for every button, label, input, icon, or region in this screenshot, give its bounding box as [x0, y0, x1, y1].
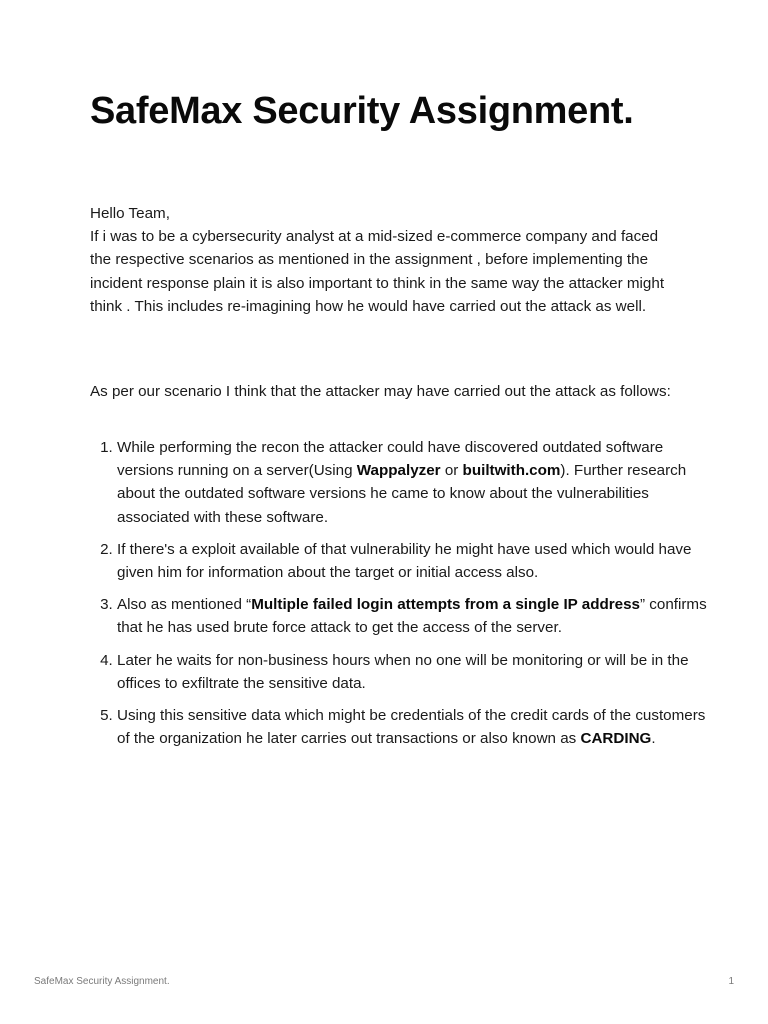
step-text: If there's a exploit available of that vulnerability he might have used which would have given him for information about the target or initial access also.: [117, 540, 692, 582]
step-text: .: [651, 730, 656, 748]
step-bold-text: builtwith.com: [462, 462, 561, 480]
step-text: ). Further research about the outdated software versions he came to know about the vulnerabilities associated with these software.: [117, 462, 687, 526]
list-item: [117, 593, 707, 639]
step-text: or: [440, 462, 463, 480]
step-bold-text: CARDING: [580, 730, 652, 748]
step-bold-text: Multiple failed login attempts from a single IP address: [251, 596, 640, 614]
step-text: Later he waits for non-business hours when no one will be monitoring or will be in the offices to exfiltrate the sensitive data.: [117, 651, 689, 692]
scenario-intro: As per our scenario I think that the attacker may have carried out the attack as follows:: [90, 383, 671, 400]
greeting: Hello Team,: [90, 205, 170, 222]
page-number: 1: [728, 976, 734, 987]
intro-paragraph: If i was to be a cybersecurity analyst at a mid-sized e-commerce company and faced the respective scenarios as mentioned in the assignment , before implementing the incident response plain it is also important to think in the same way the attacker might think . This includes re-imagining how he would have carried out the attack as well.: [90, 228, 665, 315]
step-text: Using this sensitive data which might be credentials of the credit cards of the customers of the organization he later carries out transactions or also known as: [117, 707, 706, 748]
list-item: [117, 704, 707, 750]
step-bold-text: Wappalyzer: [356, 462, 441, 480]
list-item: [117, 649, 707, 695]
list-item: [117, 538, 707, 584]
step-text: While performing the recon the attacker could have discovered outdated software versions running on a server(Using: [117, 439, 664, 480]
scenario-section: [90, 380, 680, 403]
footer-title: SafeMax Security Assignment.: [34, 976, 170, 987]
intro-section: [90, 202, 680, 318]
page-title: SafeMax Security Assignment.: [90, 90, 634, 132]
step-text: ” confirms that he has used brute force attack to get the access of the server.: [117, 596, 707, 637]
attack-steps-list: [90, 436, 707, 759]
step-text: Also as mentioned “: [117, 596, 252, 614]
list-item: [117, 436, 707, 529]
